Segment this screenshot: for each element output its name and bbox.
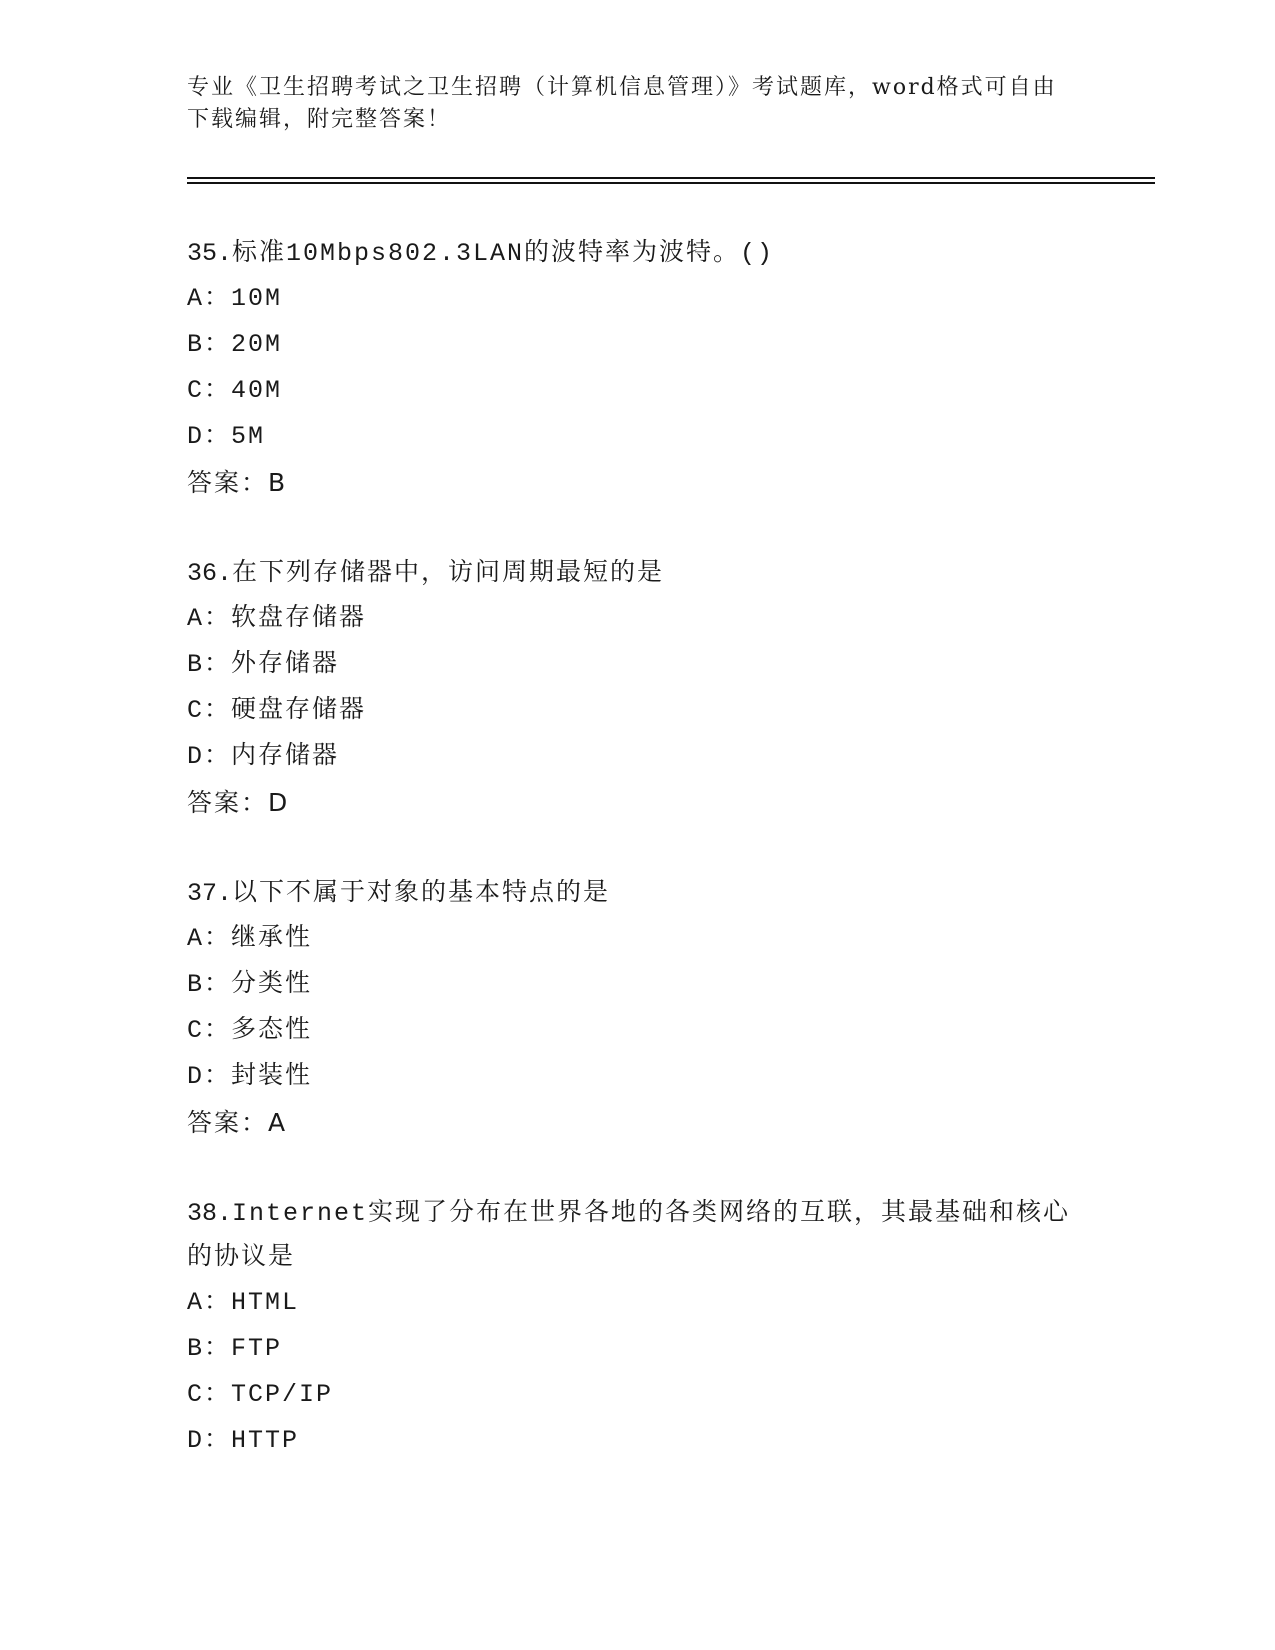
option-c: C：40M	[187, 376, 283, 405]
answer-line: 答案：D	[187, 788, 290, 817]
option-a: A：10M	[187, 284, 283, 313]
option-a: A：继承性	[187, 924, 313, 953]
header-divider-bottom	[187, 182, 1155, 184]
question-37	[187, 872, 1087, 1146]
question-stem: Internet实现了分布在世界各地的各类网络的互联，其最基础和核心的协议是	[187, 1199, 1071, 1272]
option-b: B：外存储器	[187, 650, 340, 679]
option-a: A：软盘存储器	[187, 604, 367, 633]
answer-line: 答案：B	[187, 468, 288, 497]
question-38	[187, 1192, 1087, 1464]
question-35	[187, 232, 1087, 506]
question-stem: 以下不属于对象的基本特点的是	[232, 879, 611, 908]
option-d: D：内存储器	[187, 742, 340, 771]
document-intro: 专业《卫生招聘考试之卫生招聘（计算机信息管理）》考试题库，word格式可自由下载编辑，附完整答案！	[187, 75, 1057, 132]
question-stem: 在下列存储器中，访问周期最短的是	[232, 559, 665, 588]
question-text	[187, 552, 1087, 596]
question-number: 37.	[187, 879, 233, 908]
header-divider-top	[187, 177, 1155, 179]
question-stem: 标准10Mbps802.3LAN的波特率为波特。()	[232, 239, 775, 268]
option-b: B：分类性	[187, 970, 313, 999]
question-number: 36.	[187, 559, 233, 588]
option-d: D：HTTP	[187, 1426, 300, 1455]
question-36	[187, 552, 1087, 826]
question-number: 35.	[187, 239, 233, 268]
option-c: C：多态性	[187, 1016, 313, 1045]
option-a: A：HTML	[187, 1288, 300, 1317]
option-c: C：TCP/IP	[187, 1380, 334, 1409]
question-number: 38.	[187, 1199, 233, 1228]
option-b: B：20M	[187, 330, 283, 359]
question-text	[187, 1192, 1087, 1280]
option-c: C：硬盘存储器	[187, 696, 367, 725]
question-text	[187, 872, 1087, 916]
option-b: B：FTP	[187, 1334, 283, 1363]
option-d: D：5M	[187, 422, 266, 451]
question-text	[187, 232, 1087, 276]
answer-line: 答案：A	[187, 1108, 288, 1137]
option-d: D：封装性	[187, 1062, 313, 1091]
